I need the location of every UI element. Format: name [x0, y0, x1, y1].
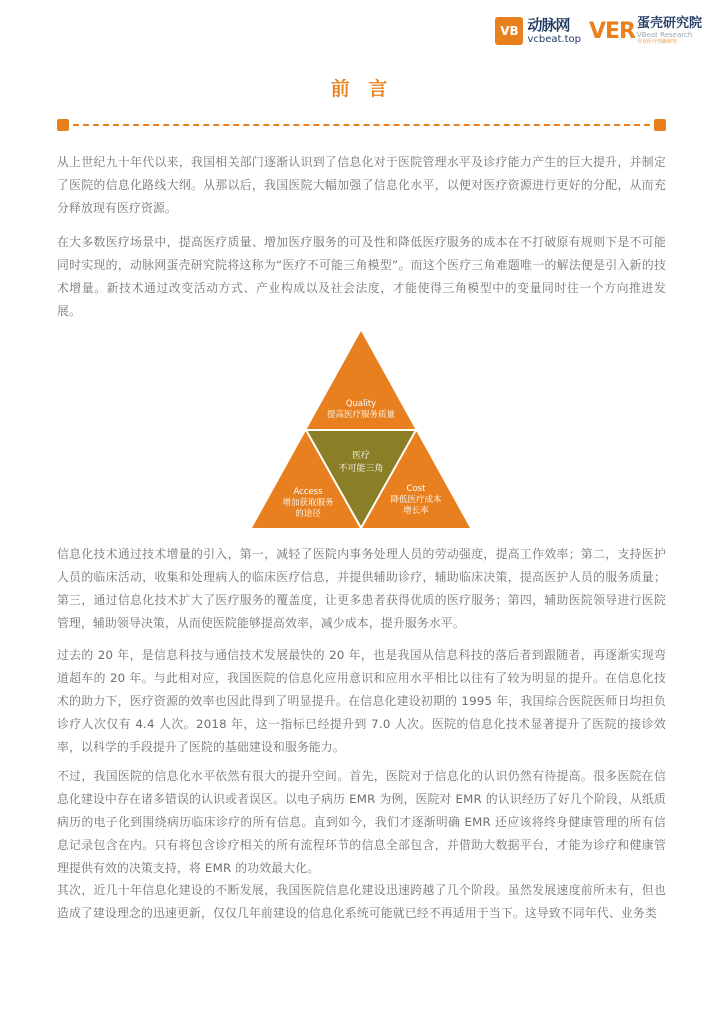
title-divider — [57, 119, 666, 131]
vbeat-research-logo-name: 蛋壳研究院 — [636, 16, 702, 31]
center-label-line2: 不可能三角 — [338, 464, 384, 474]
vcbeat-logo-mark: VB — [495, 17, 523, 45]
access-label-cn2: 的途径 — [295, 509, 321, 519]
vcbeat-logo-url: vcbeat.top — [527, 33, 581, 45]
quality-label-cn: 提高医疗服务质量 — [326, 410, 396, 420]
divider-dashed-line — [73, 124, 650, 126]
cost-label-en: Cost — [406, 484, 426, 494]
center-label-line1: 医疗 — [351, 451, 371, 461]
access-label-en: Access — [293, 487, 323, 497]
paragraph-5: 不过，我国医院的信息化水平依然有很大的提升空间。首先，医院对于信息化的认识仍然有待提高。很多医院在信息化建设中存在诸多错误的认识或者误区。以电子病历 EMR 为例，医院对 EMR 的认识经历了好几个阶段，从纸质病历的电子化到围绕病历临床诊疗的所有信息。直到如今，我们才逐渐明确 EMR 还应该将终身健康管理的所有信息记录包含在内。只有将包含诊疗相关的所有流程环节的信息全部包含，并借助大数据平台，才能为诊疗和健康管理提供有效的决策支持，将 EMR 的功效最大化。 — [57, 769, 666, 875]
vcbeat-logo-name: 动脉网 — [527, 15, 570, 34]
vbeat-research-logo-en: VBeat Research — [636, 31, 693, 39]
paragraph-4: 过去的 20 年，是信息科技与通信技术发展最快的 20 年，也是我国从信息科技的落后者到跟随者，再逐渐实现弯道超车的 20 年。与此相对应，我国医院的信息化应用意识和应用水平相比以往有了较为明显的提升。在信息化技术的助力下，医疗资源的效率也因此得到了明显提升。在信息化建设初期的 1995 年，我国综合医院医师日均担负诊疗人次仅有 4.4 人次。2018 年，这一指标已经提升到 7.0 人次。医院的信息化技术显著提升了医院的接诊效率，以科学的手段提升了医院的基础建设和服务能力。 — [57, 648, 666, 754]
cost-label-cn1: 降低医疗成本 — [390, 495, 442, 505]
access-label-cn1: 增加获取服务 — [282, 498, 334, 508]
vbeat-research-logo-sub: 专业医疗创新研究 — [636, 39, 677, 45]
vcbeat-logo — [495, 17, 581, 45]
cost-label-cn2: 增长率 — [403, 506, 429, 516]
paragraph-1: 从上世纪九十年代以来，我国相关部门逐渐认识到了信息化对于医院管理水平及诊疗能力产生的巨大提升，并制定了医院的信息化路线大纲。从那以后，我国医院大幅加强了信息化水平，以便对医疗资源进行更好的分配，从而充分释放现有医疗资源。 — [57, 155, 666, 215]
quality-label-en: Quality — [345, 399, 377, 409]
vbeat-research-logo — [589, 17, 702, 45]
impossible-triangle-diagram — [250, 329, 472, 530]
header-logos — [495, 14, 702, 48]
paragraph-3: 信息化技术通过技术增量的引入，第一，减轻了医院内事务处理人员的劳动强度，提高工作效率；第二，支持医护人员的临床活动，收集和处理病人的临床医疗信息，并提供辅助诊疗，辅助临床决策，提高医护人员的服务质量；第三，通过信息化技术扩大了医疗服务的覆盖度，让更多患者获得优质的医疗服务；第四，辅助医院领导进行医院管理，辅助领导决策，从而使医院能够提高效率，减少成本，提升服务水平。 — [57, 547, 666, 630]
paragraph-6: 其次，近几十年信息化建设的不断发展，我国医院信息化建设迅速跨越了几个阶段。虽然发展速度前所未有，但也造成了建设理念的迅速更新，仅仅几年前建设的信息化系统可能就已经不再适用于当下。这导致不同年代、业务类 — [57, 883, 666, 920]
vbeat-research-logo-mark: VER — [588, 18, 635, 44]
divider-left-square — [57, 119, 69, 131]
paragraph-2: 在大多数医疗场景中，提高医疗质量、增加医疗服务的可及性和降低医疗服务的成本在不打破原有规则下是不可能同时实现的，动脉网蛋壳研究院将这称为“医疗不可能三角模型”。而这个医疗三角难题唯一的解法便是引入新的技术增量。新技术通过改变活动方式、产业构成以及社会法度，才能使得三角模型中的变量同时往一个方向推进发展。 — [57, 235, 666, 318]
page-title: 前 言 — [330, 78, 394, 100]
divider-right-square — [654, 119, 666, 131]
